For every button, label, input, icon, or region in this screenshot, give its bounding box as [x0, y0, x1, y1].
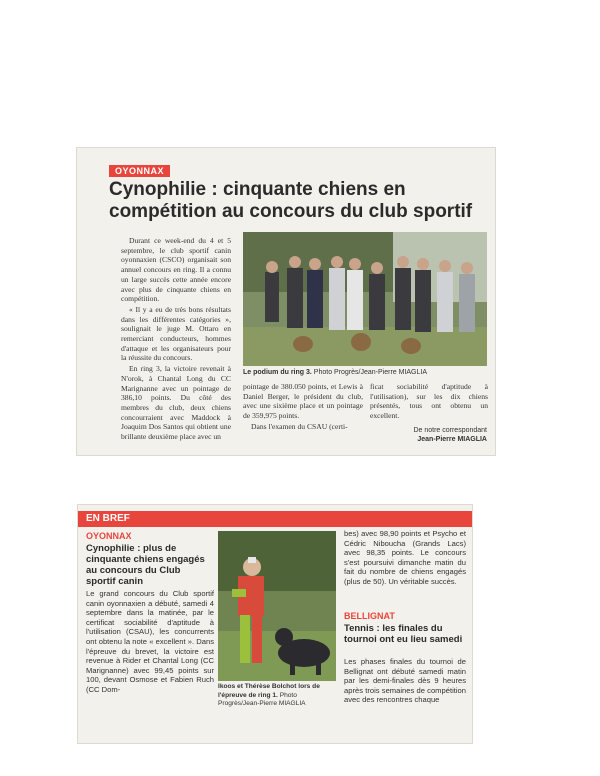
- article-column-1: [121, 236, 231, 452]
- brief-kicker-oyonnax: OYONNAX: [86, 531, 132, 541]
- ring-photo-caption: [218, 683, 336, 709]
- column-2-paragraph-b: Dans l'examen du CSAU (certi-: [251, 421, 348, 431]
- brief-body-1-continued: bes) avec 98,90 points et Psycho et Cédric Niboucha (Grands Lacs) avec 98,35 points. Le concours s'est poursuivi dimanche matin du fait du nombre de chiens engagés (plus de 50). Un véritable succès.: [344, 529, 466, 586]
- results-paragraph: En ring 3, la victoire revenait à N'orok, à Chantal Long du CC Marignanne avec un pointage de 386,10 points. Du côté des membres du club, deux chiens concourraient avec Maddock à Joaquim Dos Santos qui obtient une brillante deuxième place avec un: [121, 364, 231, 442]
- byline-name: Jean-Pierre MIAGLIA: [417, 436, 487, 443]
- article-clipping: [77, 148, 495, 455]
- caption-title: Le podium du ring 3.: [243, 369, 312, 376]
- brief-header-bar: [78, 511, 472, 527]
- brief-body-2: Les phases finales du tournoi de Bellignat ont débuté samedi matin par les demi-finales dès 9 heures après trois semaines de compétition avec des rencontres chaque: [344, 657, 466, 705]
- article-column-3: [370, 382, 488, 422]
- brief-headline-2: Tennis : les finales du tournoi ont eu lieu samedi: [344, 623, 463, 645]
- column-3-paragraph: ficat sociabilité d'aptitude à l'utilisation), sur les dix chiens présentés, tous ont obtenu un excellent.: [370, 382, 488, 421]
- headline-line-1: Cynophilie : cinquante chiens en: [109, 179, 406, 200]
- brief-body-1: Le grand concours du Club sportif canin oyonnaxien a débuté, samedi 4 septembre dans la matinée, par le certificat sociabilité d'aptitude à l'utilisation (CSAU), les concurrents ont obtenu la note « excellent ». Dans l'épreuve du brevet, la victoire est revenue à Rider et Chantal Long (CC Marignanne) avec 99,45 points sur 100, devant Osmose et Fabien Ruch (CC Dom-: [86, 589, 214, 694]
- column-2-paragraph: pointage de 380.050 points, et Lewis à Daniel Berger, le président du club, avec une sixième place et un pointage de 359,975 points.: [243, 382, 363, 421]
- ring-caption-credit: Photo Progrès/Jean-Pierre MIAGLIA: [218, 691, 306, 707]
- caption-credit: Photo Progrès/Jean-Pierre MIAGLIA: [313, 369, 428, 376]
- ring-caption-title: Ikoos et Thérèse Bolchot lors de l'épreuve de ring 1.: [218, 683, 320, 699]
- podium-photo-caption: [243, 368, 487, 377]
- section-tag: OYONNAX: [109, 165, 170, 177]
- brief-label: EN BREF: [86, 513, 130, 524]
- brief-headline-1: Cynophilie : plus de cinquante chiens engagés au concours du Club sportif canin: [86, 543, 205, 587]
- lead-paragraph: Durant ce week-end du 4 et 5 septembre, le club sportif canin oyonnaxien (CSCO) organisait son annuel concours en ring. Il a connu un large succès cette année encore avec plus de cinquante chiens en compétition.: [121, 236, 231, 304]
- ring-photo: [218, 531, 336, 681]
- quote-paragraph: « Il y a eu de très bons résultats dans les différentes catégories », soulignait le juge M. Ottaro en remerciant conducteurs, hommes d'attaque et les organisateurs pour la réussite du concours.: [121, 304, 231, 363]
- brief-clipping: [78, 505, 472, 743]
- podium-photo: [243, 232, 487, 366]
- brief-kicker-bellignat: BELLIGNAT: [344, 611, 395, 621]
- headline-line-2: compétition au concours du club sportif: [109, 201, 473, 222]
- byline: [347, 426, 487, 444]
- article-column-2: [243, 382, 363, 433]
- byline-role: De notre correspondant: [413, 427, 487, 434]
